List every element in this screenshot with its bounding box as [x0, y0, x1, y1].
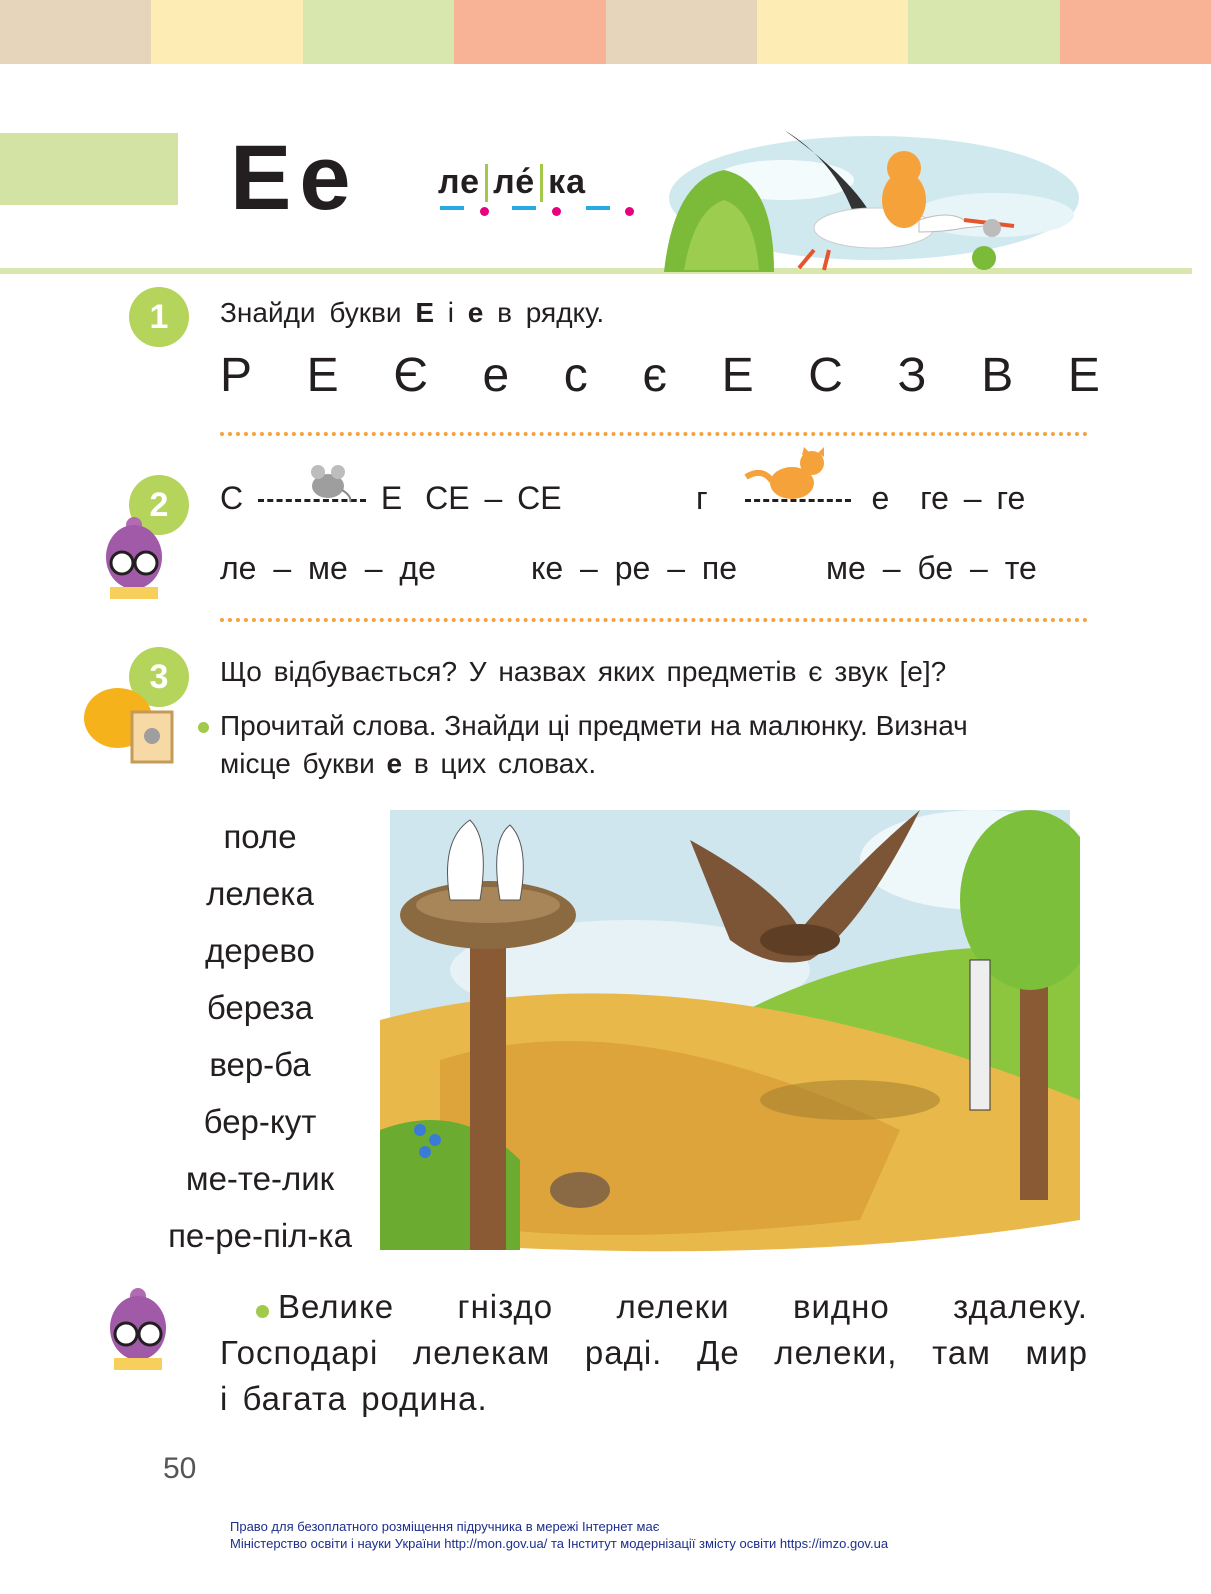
- row-letter: Е: [1067, 349, 1100, 402]
- word-item: вер-ба: [209, 1046, 311, 1083]
- syllable-word: [438, 163, 648, 218]
- stripe: [908, 0, 1059, 64]
- syllable-chain: ле – ме – де: [220, 550, 436, 586]
- reading-line-2: Господарі лелекам раді. Де лелеки, там мир: [220, 1334, 1088, 1371]
- letter-heading: Ее: [230, 127, 359, 229]
- bullet-icon: [198, 722, 209, 733]
- word-item: береза: [206, 989, 314, 1026]
- reading-word: здалеку.: [953, 1288, 1088, 1325]
- row-letter: Е: [721, 349, 754, 402]
- dotted-separator: [220, 432, 1088, 436]
- task1-instruction: [220, 297, 604, 329]
- syllable-chain: ке – ре – пе: [531, 550, 738, 586]
- syllable-pair: СЕ – СЕ: [425, 480, 562, 516]
- top-color-stripes: [0, 0, 1211, 64]
- stripe: [606, 0, 757, 64]
- instruction-text: і: [434, 297, 468, 328]
- owl-reader-icon: [102, 515, 166, 605]
- stripe: [0, 0, 151, 64]
- word-item: пе-ре-піл-ка: [168, 1217, 352, 1254]
- landscape-illustration: [380, 800, 1080, 1255]
- instruction-text: Знайди букви: [220, 297, 416, 328]
- task3-instruction-line2: [220, 748, 596, 780]
- start-letter: С: [220, 480, 244, 516]
- end-letter: е: [871, 480, 890, 516]
- row-letter: С: [808, 349, 843, 402]
- syllable-pair: ге – ге: [920, 480, 1026, 516]
- stripe: [303, 0, 454, 64]
- consonant-mark: [440, 206, 464, 210]
- syllable: ле: [438, 163, 481, 201]
- reading-line-1: [278, 1288, 1088, 1326]
- reading-line-3: і багата родина.: [220, 1380, 488, 1417]
- syllable-divider: [540, 164, 543, 202]
- header-green-tab: [0, 133, 178, 205]
- row-letter: с: [563, 349, 588, 402]
- word-item: поле: [223, 818, 297, 855]
- task2-row2: [220, 550, 436, 587]
- stripe: [454, 0, 605, 64]
- license-note-line-1: Право для безоплатного розміщення підручника в мережі Інтернет має: [230, 1519, 660, 1534]
- vowel-mark: [625, 207, 634, 216]
- word-item: дерево: [205, 932, 315, 969]
- syllable: ка: [548, 163, 587, 201]
- word-item: ме-те-лик: [185, 1160, 335, 1197]
- instruction-bold-letter: е: [467, 297, 484, 328]
- bullet-icon: [256, 1305, 269, 1318]
- reading-word: видно: [792, 1288, 890, 1325]
- vowel-mark: [480, 207, 489, 216]
- row-letter: В: [981, 349, 1014, 402]
- row-letter: Є: [393, 349, 428, 402]
- row-letter: Е: [306, 349, 339, 402]
- reading-word: лелеки: [616, 1288, 730, 1325]
- license-note-line-2: Міністерство освіти і науки України http://mon.gov.ua/ та Інститут модернізації змісту освіти https://imzo.gov.ua: [230, 1536, 889, 1551]
- task2-row2: [826, 550, 1037, 587]
- task-number-2: 2: [129, 475, 189, 535]
- letter-row: [220, 348, 1100, 403]
- consonant-mark: [586, 206, 610, 210]
- end-letter: Е: [380, 480, 403, 516]
- word-item: лелека: [206, 875, 314, 912]
- reading-word: гніздо: [457, 1288, 554, 1325]
- task2-row1-left: [220, 480, 562, 517]
- row-letter: е: [482, 349, 510, 402]
- page-number: 50: [163, 1452, 197, 1485]
- instruction-bold-letter: е: [386, 748, 403, 779]
- owl-reader-icon: [106, 1286, 170, 1376]
- task-number-3: 3: [129, 647, 189, 707]
- word-item: бер-кут: [203, 1103, 317, 1140]
- start-letter: г: [696, 480, 708, 516]
- syllable-chain: ме – бе – те: [826, 550, 1037, 586]
- instruction-text: в цих словах.: [402, 748, 597, 779]
- stripe: [757, 0, 908, 64]
- dotted-separator: [220, 618, 1088, 622]
- instruction-bold-letter: Е: [415, 297, 434, 328]
- task-number-1: 1: [129, 287, 189, 347]
- stripe: [151, 0, 302, 64]
- stripe: [1060, 0, 1211, 64]
- painter-character-icon: [78, 684, 178, 768]
- syllable-divider: [485, 164, 488, 202]
- consonant-mark: [512, 206, 536, 210]
- instruction-text: в рядку.: [483, 297, 605, 328]
- word-list: [140, 818, 380, 1274]
- stork-illustration: [664, 120, 1084, 272]
- task3-question: Що відбувається? У назвах яких предметів є звук [е]?: [220, 656, 947, 687]
- reading-word: Велике: [278, 1288, 395, 1325]
- row-letter: З: [897, 349, 927, 402]
- syllable: ле́: [493, 163, 536, 201]
- cat-icon: [742, 447, 832, 505]
- row-letter: є: [642, 349, 667, 402]
- row-letter: Р: [220, 349, 253, 402]
- task3-instruction-line1: Прочитай слова. Знайди ці предмети на малюнку. Визнач: [220, 710, 968, 741]
- vowel-mark: [552, 207, 561, 216]
- instruction-text: місце букви: [220, 748, 387, 779]
- task2-row2: [531, 550, 737, 587]
- mouse-icon: [302, 460, 354, 504]
